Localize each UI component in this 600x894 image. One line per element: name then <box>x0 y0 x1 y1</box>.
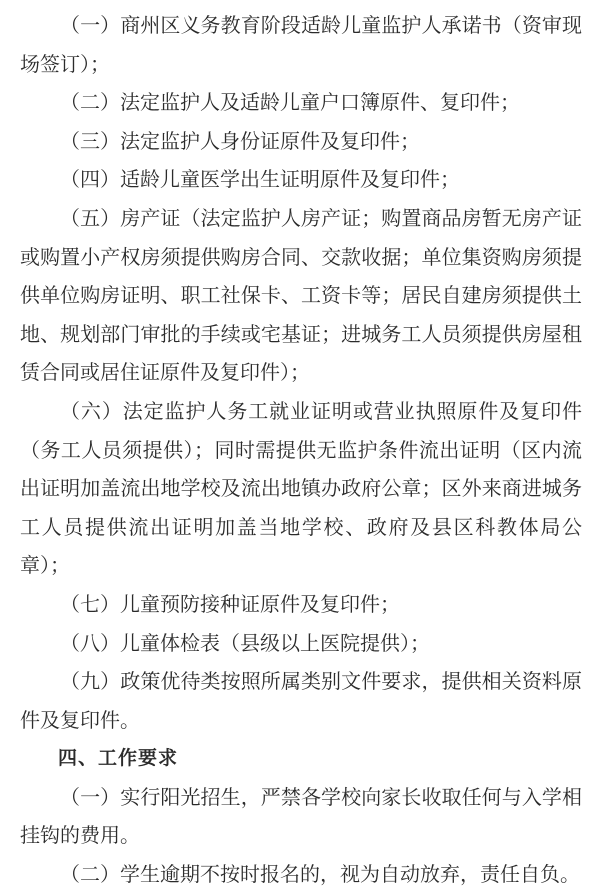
material-item-2: （二）法定监护人及适龄儿童户口簿原件、复印件； <box>60 90 520 115</box>
material-item-4: （四）适龄儿童医学出生证明原件及复印件； <box>60 167 460 192</box>
requirement-item-2: （二）学生逾期不按时报名的，视为自动放弃，责任自负。 <box>60 862 580 887</box>
material-item-3: （三）法定监护人身份证原件及复印件； <box>60 128 420 153</box>
material-item-6: （六）法定监护人务工就业证明或营业执照原件及复印件（务工人员须提供）；同时需提供无监护条件流出证明（区内流出证明加盖流出地学校及流出地镇办政府公章；区外来商进城务工人员提供流出证明加盖当地学校、政府及县区科教体局公章）； <box>20 398 582 578</box>
material-item-1: （一）商州区义务教育阶段适龄儿童监护人承诺书（资审现场签订）； <box>20 13 582 76</box>
requirement-item-1: （一）实行阳光招生，严禁各学校向家长收取任何与入学相挂钩的费用。 <box>20 784 582 848</box>
document-body <box>20 6 582 894</box>
material-item-9: （九）政策优待类按照所属类别文件要求，提供相关资料原件及复印件。 <box>20 669 582 732</box>
material-item-7: （七）儿童预防接种证原件及复印件； <box>60 591 400 616</box>
material-item-8: （八）儿童体检表（县级以上医院提供）； <box>60 630 430 655</box>
section-heading: 四、工作要求 <box>58 747 179 770</box>
material-item-5: （五）房产证（法定监护人房产证；购置商品房暂无房产证或购置小产权房须提供购房合同、交款收据；单位集资购房须提供单位购房证明、职工社保卡、工资卡等；居民自建房须提供土地、规划部门审批的手续或宅基证；进城务工人员须提供房屋租赁合同或居住证原件及复印件）； <box>20 205 582 385</box>
